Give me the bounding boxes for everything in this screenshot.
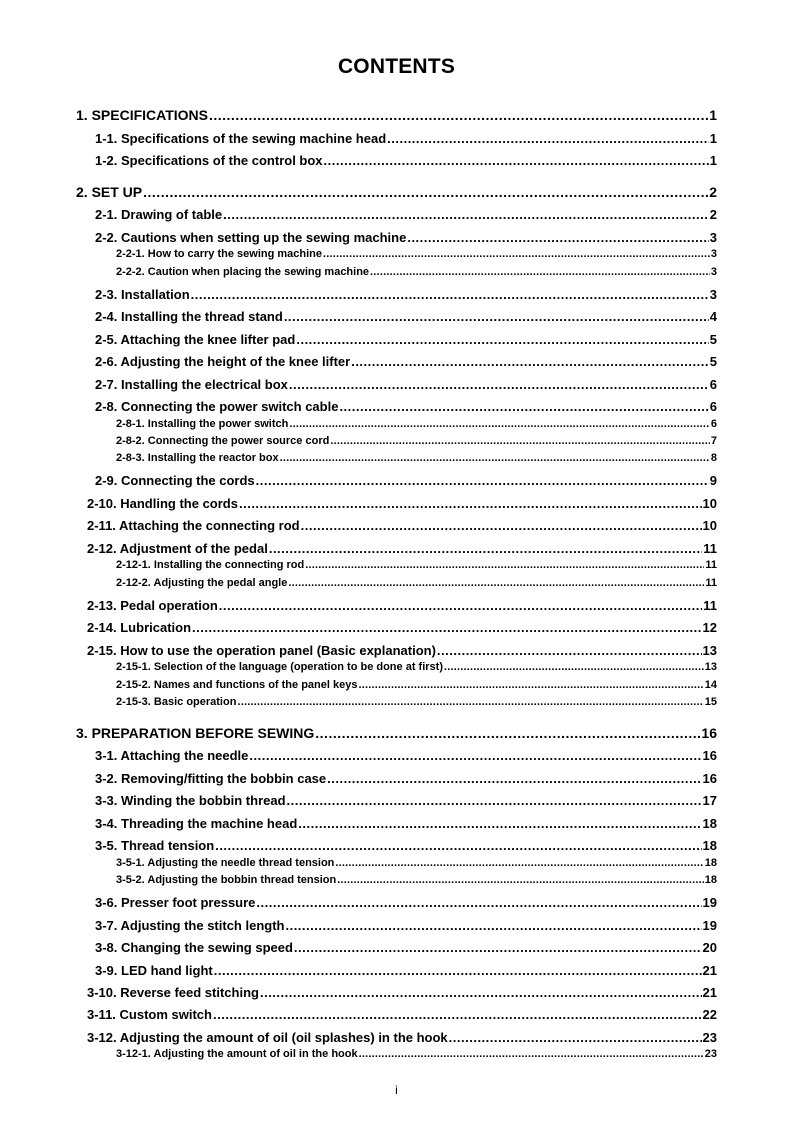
- toc-entry[interactable]: [95, 354, 717, 369]
- dot-leader: [256, 895, 701, 910]
- toc-entry-page: 4: [709, 309, 717, 324]
- dot-leader: [337, 874, 704, 886]
- dot-leader: [192, 620, 702, 635]
- toc-entry-title: 2-12-1. Installing the connecting rod: [116, 559, 305, 571]
- dot-leader: [335, 857, 703, 869]
- toc-entry-title: 3-5. Thread tension: [95, 838, 215, 853]
- dot-leader: [323, 248, 710, 260]
- toc-entry-title: 1-1. Specifications of the sewing machine head: [95, 131, 387, 146]
- toc-entry[interactable]: [87, 985, 717, 1000]
- toc-entry-page: 5: [709, 354, 717, 369]
- toc-entry-title: 2-6. Adjusting the height of the knee lifter: [95, 354, 351, 369]
- toc-entry-sub[interactable]: [116, 679, 717, 691]
- toc-entry[interactable]: [95, 940, 717, 955]
- toc-entry[interactable]: [87, 1030, 717, 1045]
- toc-entry-page: 23: [704, 1048, 717, 1060]
- toc-entry-title: 3. PREPARATION BEFORE SEWING: [76, 725, 315, 741]
- toc-entry-page: 11: [705, 577, 717, 589]
- toc-entry-page: 19: [702, 895, 717, 910]
- toc-entry[interactable]: [95, 309, 717, 324]
- toc-entry-sub[interactable]: [116, 559, 717, 571]
- toc-entry-title: 2-15. How to use the operation panel (Basic explanation): [87, 643, 436, 658]
- toc-entry-page: 13: [702, 643, 717, 658]
- toc-entry[interactable]: [95, 816, 717, 831]
- toc-entry-title: 3-6. Presser foot pressure: [95, 895, 256, 910]
- toc-entry-title: 2-15-1. Selection of the language (operation to be done at first): [116, 661, 443, 673]
- toc-entry[interactable]: [95, 963, 717, 978]
- toc-entry[interactable]: [95, 771, 717, 786]
- dot-leader: [284, 309, 709, 324]
- dot-leader: [437, 643, 702, 658]
- dot-leader: [301, 518, 702, 533]
- dot-leader: [330, 435, 710, 447]
- toc-entry[interactable]: [95, 153, 717, 168]
- dot-leader: [315, 725, 700, 741]
- toc-entry-page: 11: [703, 598, 717, 613]
- dot-leader: [239, 496, 702, 511]
- toc-entry-page: 16: [702, 748, 717, 763]
- toc-entry-title: 2-1. Drawing of table: [95, 207, 223, 222]
- toc-entry-page: 14: [704, 679, 717, 691]
- toc-entry[interactable]: [95, 230, 717, 245]
- toc-entry[interactable]: [95, 207, 717, 222]
- toc-entry[interactable]: [95, 838, 717, 853]
- toc-entry-sub[interactable]: [116, 266, 717, 278]
- dot-leader: [209, 107, 708, 123]
- toc-entry-title: 3-11. Custom switch: [87, 1007, 212, 1022]
- toc-entry-page: 2: [709, 184, 717, 200]
- dot-leader: [214, 963, 702, 978]
- toc-entry-title: 2-8. Connecting the power switch cable: [95, 399, 339, 414]
- toc-entry-title: 3-2. Removing/fitting the bobbin case: [95, 771, 327, 786]
- dot-leader: [359, 1048, 704, 1060]
- toc-entry-title: 2-10. Handling the cords: [87, 496, 238, 511]
- toc-entry-sub[interactable]: [116, 418, 717, 430]
- toc-entry-title: 2-2-1. How to carry the sewing machine: [116, 248, 323, 260]
- toc-entry-sub[interactable]: [116, 452, 717, 464]
- dot-leader: [256, 473, 709, 488]
- toc-entry-title: 1-2. Specifications of the control box: [95, 153, 323, 168]
- toc-entry-page: 17: [702, 793, 717, 808]
- dot-leader: [407, 230, 708, 245]
- toc-entry[interactable]: [95, 332, 717, 347]
- toc-entry[interactable]: [95, 131, 717, 146]
- dot-leader: [287, 793, 702, 808]
- dot-leader: [449, 1030, 702, 1045]
- toc-entry-sub[interactable]: [116, 577, 717, 589]
- toc-entry-title: 3-7. Adjusting the stitch length: [95, 918, 285, 933]
- toc-entry[interactable]: [87, 1007, 717, 1022]
- toc-entry-page: 3: [710, 266, 717, 278]
- dot-leader: [280, 452, 710, 464]
- toc-entry[interactable]: [95, 377, 717, 392]
- toc-entry-sub[interactable]: [116, 696, 717, 708]
- toc-entry-page: 13: [704, 661, 717, 673]
- dot-leader: [215, 838, 701, 853]
- page-title: CONTENTS: [337, 55, 456, 78]
- toc-entry-title: 3-4. Threading the machine head: [95, 816, 298, 831]
- toc-entry-title: 3-10. Reverse feed stitching: [87, 985, 259, 1000]
- toc-entry-title: 2-15-3. Basic operation: [116, 696, 237, 708]
- toc-entry-title: 2-7. Installing the electrical box: [95, 377, 288, 392]
- toc-entry-sub[interactable]: [116, 1048, 717, 1060]
- toc-entry[interactable]: [95, 473, 717, 488]
- toc-entry-page: 18: [704, 857, 717, 869]
- toc-entry-page: 15: [704, 696, 717, 708]
- toc-entry[interactable]: [87, 620, 717, 635]
- toc-entry-section[interactable]: [76, 725, 717, 741]
- toc-entry[interactable]: [87, 598, 717, 613]
- dot-leader: [296, 332, 708, 347]
- toc-entry-sub[interactable]: [116, 435, 717, 447]
- toc-entry-page: 1: [709, 107, 717, 123]
- toc-entry-title: 2-2. Cautions when setting up the sewing machine: [95, 230, 407, 245]
- dot-leader: [237, 696, 703, 708]
- toc-entry-sub[interactable]: [116, 874, 717, 886]
- toc-entry-title: 3-9. LED hand light: [95, 963, 213, 978]
- toc-entry-page: 6: [709, 377, 717, 392]
- dot-leader: [213, 1007, 702, 1022]
- toc-entry[interactable]: [87, 643, 717, 658]
- toc-entry-page: 19: [702, 918, 717, 933]
- dot-leader: [223, 207, 709, 222]
- toc-entry-title: 2-8-3. Installing the reactor box: [116, 452, 279, 464]
- toc-entry[interactable]: [95, 748, 717, 763]
- dot-leader: [370, 266, 710, 278]
- toc-entry-title: 2-3. Installation: [95, 287, 190, 302]
- dot-leader: [143, 184, 708, 200]
- dot-leader: [324, 153, 709, 168]
- toc-entry[interactable]: [95, 287, 717, 302]
- toc-entry-sub[interactable]: [116, 857, 717, 869]
- toc-entry-title: 2-15-2. Names and functions of the panel keys: [116, 679, 358, 691]
- dot-leader: [288, 577, 704, 589]
- toc-entry-page: 18: [702, 838, 717, 853]
- toc-entry-page: 5: [709, 332, 717, 347]
- dot-leader: [191, 287, 709, 302]
- toc-entry-title: 2-9. Connecting the cords: [95, 473, 255, 488]
- toc-entry[interactable]: [87, 518, 717, 533]
- toc-entry-title: 2-13. Pedal operation: [87, 598, 218, 613]
- toc-entry-title: 2-12-2. Adjusting the pedal angle: [116, 577, 288, 589]
- toc-entry-title: 2-8-1. Installing the power switch: [116, 418, 289, 430]
- toc-entry-title: 3-12. Adjusting the amount of oil (oil splashes) in the hook: [87, 1030, 448, 1045]
- toc-entry-section[interactable]: [76, 184, 717, 200]
- toc-entry-page: 16: [702, 771, 717, 786]
- toc-entry-page: 9: [709, 473, 717, 488]
- toc-entry-title: 2-8-2. Connecting the power source cord: [116, 435, 330, 447]
- dot-leader: [327, 771, 701, 786]
- dot-leader: [260, 985, 702, 1000]
- toc-entry-page: 16: [701, 725, 717, 741]
- toc-entry-page: 20: [702, 940, 717, 955]
- toc-entry-page: 23: [702, 1030, 717, 1045]
- toc-entry-title: 3-5-2. Adjusting the bobbin thread tension: [116, 874, 337, 886]
- dot-leader: [298, 816, 701, 831]
- toc-entry-sub[interactable]: [116, 248, 717, 260]
- toc-entry-title: 3-3. Winding the bobbin thread: [95, 793, 286, 808]
- toc-entry-title: 2-5. Attaching the knee lifter pad: [95, 332, 296, 347]
- toc-entry-title: 2-14. Lubrication: [87, 620, 192, 635]
- toc-entry-page: 2: [709, 207, 717, 222]
- toc-entry[interactable]: [95, 918, 717, 933]
- toc-entry-page: 18: [704, 874, 717, 886]
- dot-leader: [444, 661, 704, 673]
- toc-entry-page: 3: [709, 230, 717, 245]
- toc-entry-page: 1: [709, 131, 717, 146]
- page-number: i: [395, 1083, 398, 1097]
- dot-leader: [351, 354, 709, 369]
- toc-entry-page: 10: [702, 496, 717, 511]
- dot-leader: [339, 399, 708, 414]
- dot-leader: [269, 541, 702, 556]
- toc-entry-page: 21: [702, 963, 717, 978]
- toc-entry-page: 8: [710, 452, 717, 464]
- toc-entry-title: 2-2-2. Caution when placing the sewing machine: [116, 266, 370, 278]
- dot-leader: [305, 559, 704, 571]
- toc-entry-page: 11: [705, 559, 717, 571]
- dot-leader: [289, 418, 710, 430]
- toc-entry-title: 2-4. Installing the thread stand: [95, 309, 283, 324]
- toc-entry-title: 3-1. Attaching the needle: [95, 748, 249, 763]
- toc-entry-page: 18: [702, 816, 717, 831]
- toc-entry-page: 22: [702, 1007, 717, 1022]
- dot-leader: [219, 598, 702, 613]
- toc-entry-page: 10: [702, 518, 717, 533]
- toc-entry[interactable]: [87, 496, 717, 511]
- toc-entry-title: 1. SPECIFICATIONS: [76, 107, 208, 123]
- toc-entry-page: 1: [709, 153, 717, 168]
- toc-entry-page: 21: [702, 985, 717, 1000]
- toc-entry-section[interactable]: [76, 107, 717, 123]
- toc-entry-sub[interactable]: [116, 661, 717, 673]
- toc-entry-title: 3-5-1. Adjusting the needle thread tension: [116, 857, 335, 869]
- toc-entry-page: 7: [710, 435, 717, 447]
- toc-entry[interactable]: [87, 541, 717, 556]
- toc-entry-title: 3-12-1. Adjusting the amount of oil in the hook: [116, 1048, 358, 1060]
- toc-entry-title: 2. SET UP: [76, 184, 143, 200]
- toc-entry-title: 3-8. Changing the sewing speed: [95, 940, 293, 955]
- toc-entry[interactable]: [95, 793, 717, 808]
- toc-entry-title: 2-12. Adjustment of the pedal: [87, 541, 268, 556]
- dot-leader: [358, 679, 703, 691]
- dot-leader: [249, 748, 701, 763]
- toc-entry-page: 3: [710, 248, 717, 260]
- toc-entry[interactable]: [95, 399, 717, 414]
- toc-entry-page: 12: [702, 620, 717, 635]
- toc-entry-page: 11: [703, 541, 717, 556]
- dot-leader: [285, 918, 701, 933]
- toc-entry[interactable]: [95, 895, 717, 910]
- toc-entry-page: 6: [709, 399, 717, 414]
- dot-leader: [387, 131, 709, 146]
- dot-leader: [294, 940, 702, 955]
- toc-entry-title: 2-11. Attaching the connecting rod: [87, 518, 300, 533]
- dot-leader: [289, 377, 709, 392]
- toc-entry-page: 3: [709, 287, 717, 302]
- toc-entry-page: 6: [710, 418, 717, 430]
